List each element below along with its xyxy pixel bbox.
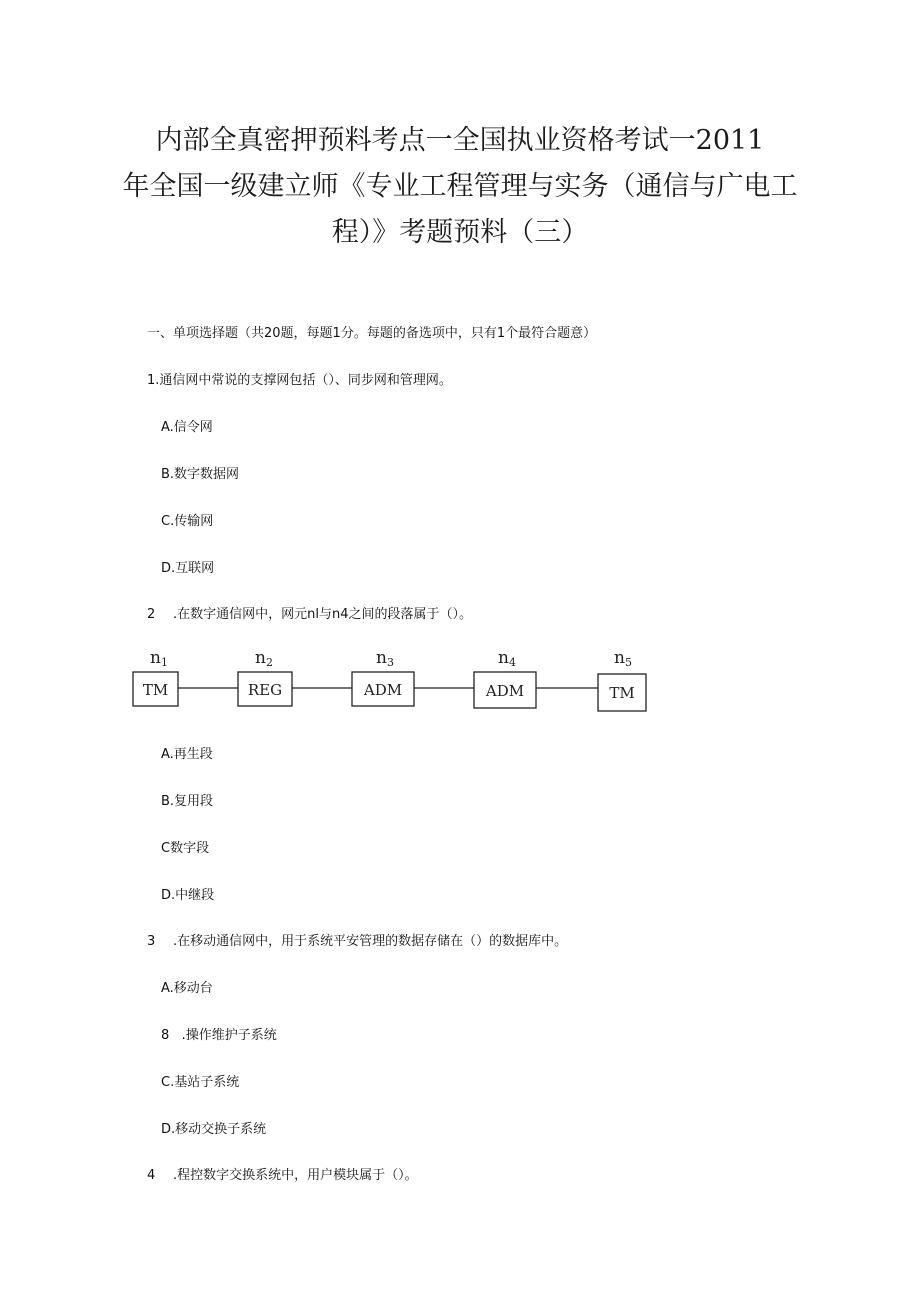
question-3-option-a: A.移动台 <box>161 981 213 996</box>
question-3-number: 3 <box>147 934 156 949</box>
document-title <box>120 118 800 256</box>
network-diagram-svg <box>130 645 650 715</box>
question-2-text: .在数字通信网中，网元nl与n4之间的段落属于（）。 <box>173 607 472 622</box>
node-n4-label: ADM <box>485 682 525 700</box>
node-n4 <box>474 648 536 708</box>
section-heading: 一、单项选择题（共20题，每题1分。每题的备选项中，只有1个最符合题意） <box>147 326 597 341</box>
node-n5 <box>598 648 646 711</box>
network-diagram <box>130 645 650 715</box>
question-2-option-a: A.再生段 <box>161 747 213 762</box>
question-1-option-b: B.数字数据网 <box>161 467 240 482</box>
title-line-3: 程）》考题预料（三） <box>331 217 589 248</box>
question-1-option-d: D.互联网 <box>161 561 215 576</box>
title-line-1: 内部全真密押预料考点一全国执业资格考试一2011 <box>155 125 765 156</box>
svg-text:n4: n4 <box>498 648 516 669</box>
node-n1-label: TM <box>142 681 169 699</box>
question-2-option-c: C数字段 <box>161 841 210 856</box>
question-4-stem <box>147 1167 418 1185</box>
node-n5-label: TM <box>609 684 635 702</box>
question-4-text: .程控数字交换系统中，用户模块属于（）。 <box>173 1168 418 1183</box>
question-2-option-b: B.复用段 <box>161 794 214 809</box>
question-3-text: .在移动通信网中，用于系统平安管理的数据存储在（）的数据库中。 <box>173 934 568 949</box>
svg-text:n1: n1 <box>150 648 168 669</box>
question-1-option-c: C.传输网 <box>161 514 214 529</box>
question-1-stem: 1.通信网中常说的支撑网包括（）、同步网和管理网。 <box>147 373 452 388</box>
question-3-option-b: 8 .操作维护子系统 <box>161 1028 277 1043</box>
question-4-number: 4 <box>147 1168 156 1183</box>
question-3-stem <box>147 933 567 951</box>
node-n1 <box>133 648 178 706</box>
title-line-2: 年全国一级建立师《专业工程管理与实务（通信与广电工 <box>122 171 798 202</box>
svg-text:n5: n5 <box>614 648 632 669</box>
question-3-option-d: D.移动交换子系统 <box>161 1122 267 1137</box>
question-2-number: 2 <box>147 607 156 622</box>
question-3-option-c: C.基站子系统 <box>161 1075 240 1090</box>
question-2-option-d: D.中继段 <box>161 888 215 903</box>
svg-text:n2: n2 <box>255 648 273 669</box>
node-n3-label: ADM <box>363 681 403 699</box>
node-n3 <box>352 648 414 706</box>
question-1-option-a: A.信令网 <box>161 420 213 435</box>
question-2-stem <box>147 606 472 624</box>
svg-text:n3: n3 <box>376 648 394 669</box>
node-n2 <box>238 648 292 706</box>
node-n2-label: REG <box>247 681 283 699</box>
